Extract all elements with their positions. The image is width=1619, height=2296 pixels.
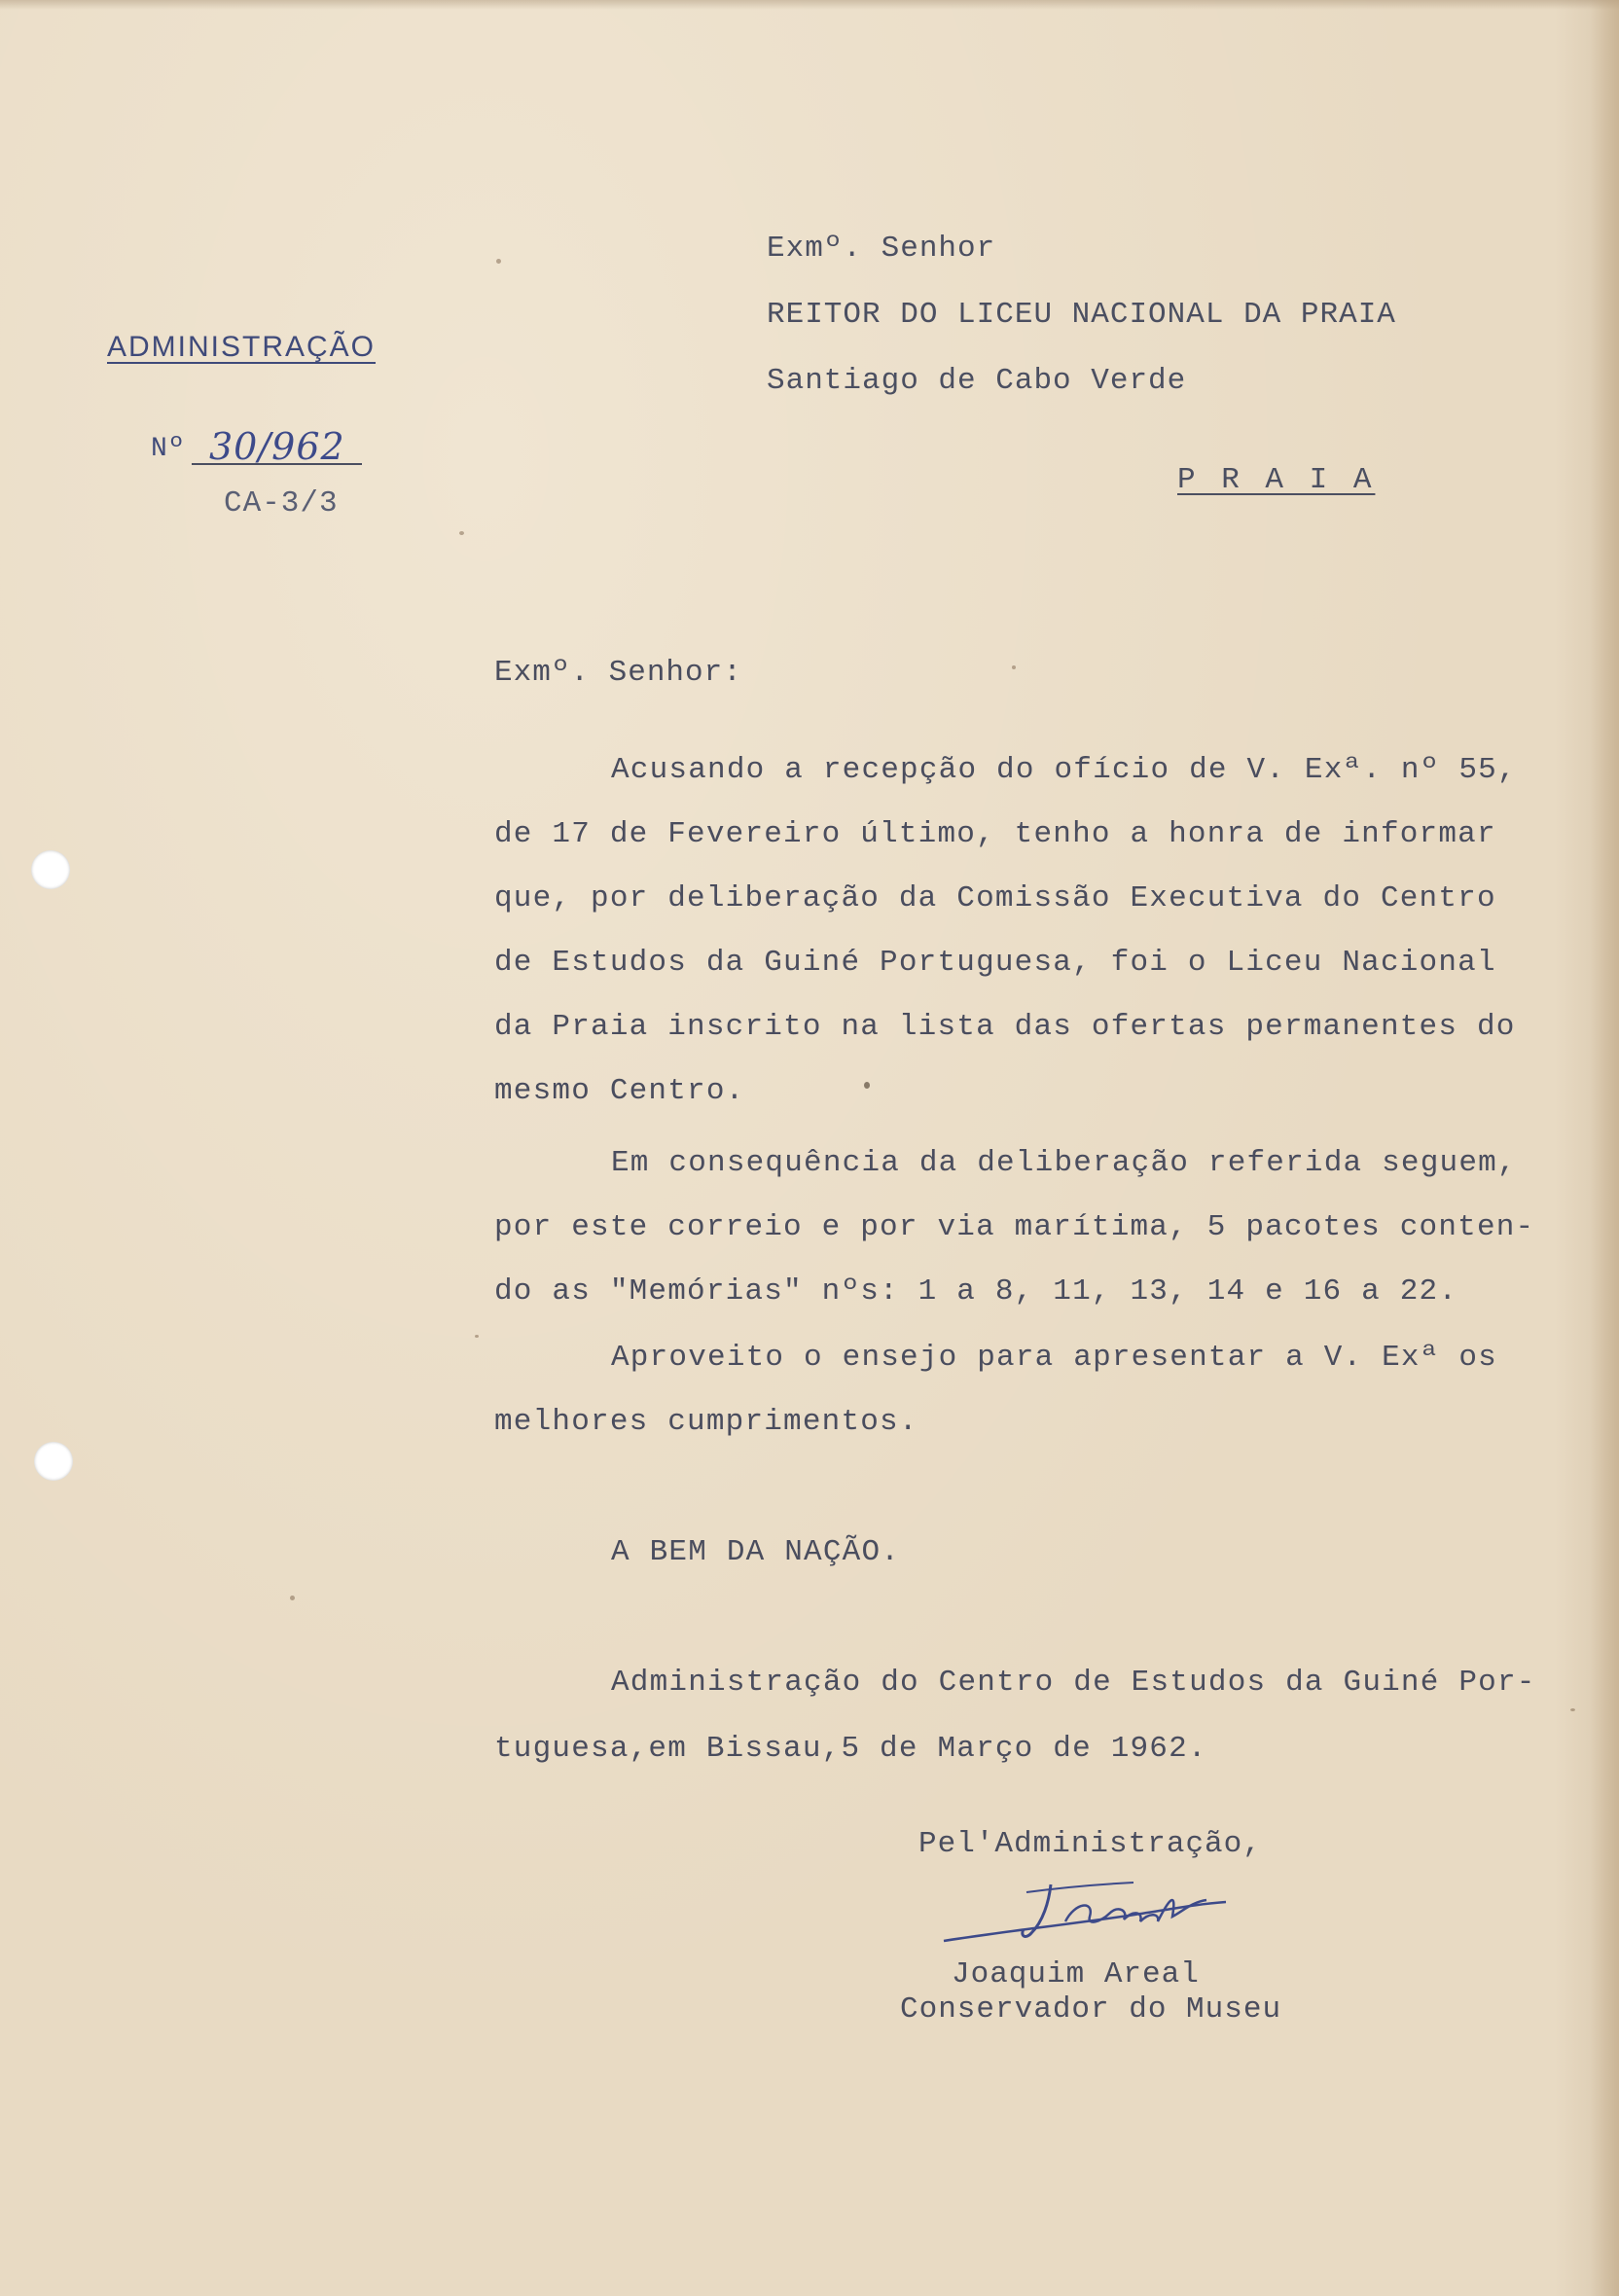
- paragraph-3-line-1: Aproveito o ensejo para apresentar a V. Exª os: [611, 1341, 1497, 1375]
- paragraph-3-line-2: melhores cumprimentos.: [494, 1405, 918, 1439]
- recipient-line-3: Santiago de Cabo Verde: [767, 364, 1187, 398]
- paragraph-1-line-3: que, por deliberação da Comissão Executiva do Centro: [494, 881, 1496, 915]
- paper-top-edge: [0, 0, 1619, 10]
- paragraph-2-line-3: do as "Memórias" nºs: 1 a 8, 11, 13, 14 e 16 a 22.: [494, 1274, 1458, 1309]
- paper-right-edge: [1590, 0, 1619, 2296]
- recipient-line-1: Exmº. Senhor: [767, 232, 996, 266]
- paragraph-1-line-2: de 17 de Fevereiro último, tenho a honra de informar: [494, 817, 1496, 851]
- paper-speck: [290, 1596, 295, 1600]
- place-date-line-1: Administração do Centro de Estudos da Guiné Por-: [611, 1666, 1536, 1700]
- paragraph-1-line-6: mesmo Centro.: [494, 1074, 745, 1108]
- paper-speck: [1570, 1708, 1575, 1711]
- paper-speck: [459, 531, 464, 535]
- punch-hole-bottom: [34, 1442, 73, 1481]
- closing-motto: A BEM DA NAÇÃO.: [611, 1535, 901, 1569]
- number-prefix: Nº: [151, 434, 186, 464]
- paragraph-2-line-2: por este correio e por via marítima, 5 pacotes conten-: [494, 1210, 1535, 1244]
- punch-hole-top: [31, 850, 70, 889]
- paper-speck: [864, 1082, 870, 1089]
- paragraph-1-line-4: de Estudos da Guiné Portuguesa, foi o Liceu Nacional: [494, 946, 1496, 980]
- handwritten-signature: [934, 1873, 1245, 1960]
- reference-code: CA-3/3: [224, 486, 339, 520]
- recipient-city: P R A I A: [1177, 463, 1376, 497]
- paragraph-1-line-5: da Praia inscrito na lista das ofertas permanentes do: [494, 1010, 1516, 1044]
- paper-speck: [496, 259, 501, 264]
- salutation: Exmº. Senhor:: [494, 656, 742, 690]
- paragraph-2-line-1: Em consequência da deliberação referida seguem,: [611, 1146, 1517, 1180]
- paragraph-1-line-1: Acusando a recepção do ofício de V. Exª. nº 55,: [611, 753, 1517, 787]
- department-label: ADMINISTRAÇÃO: [107, 331, 377, 363]
- paper-speck: [1012, 665, 1016, 669]
- signatory-name: Joaquim Areal: [952, 1957, 1200, 1991]
- place-date-line-2: tuguesa,em Bissau,5 de Março de 1962.: [494, 1732, 1207, 1766]
- recipient-line-2: REITOR DO LICEU NACIONAL DA PRAIA: [767, 298, 1396, 332]
- signatory-title: Conservador do Museu: [900, 1992, 1282, 2027]
- handwritten-number: 30/962: [209, 425, 345, 468]
- paper-speck: [475, 1335, 479, 1338]
- signature-for: Pel'Administração,: [918, 1827, 1262, 1861]
